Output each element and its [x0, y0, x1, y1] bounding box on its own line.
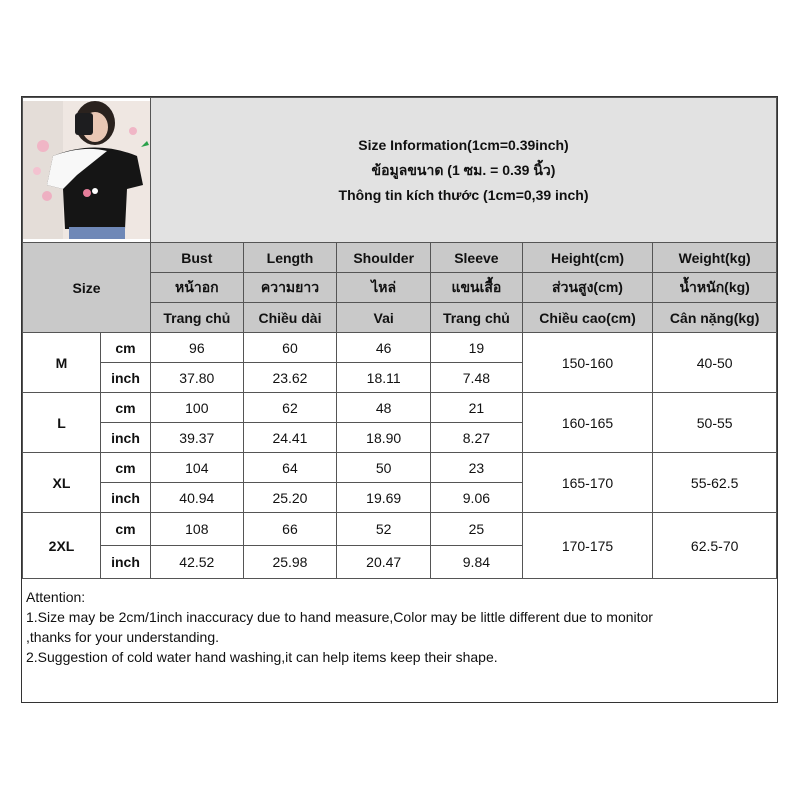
- shoulder-cm: 52: [337, 513, 431, 546]
- header-bust-vietnamese: Trang chủ: [151, 303, 244, 333]
- header-length-vietnamese: Chiều dài: [243, 303, 337, 333]
- unit-cm: cm: [101, 333, 151, 363]
- header-sleeve: Sleeve: [431, 243, 523, 273]
- header-shoulder-vietnamese: Vai: [337, 303, 431, 333]
- size-l: L: [23, 393, 101, 453]
- title-english: Size Information(1cm=0.39inch): [358, 136, 569, 153]
- table-row: [23, 453, 777, 483]
- bust-inch: 42.52: [151, 546, 244, 579]
- title-thai: ข้อมูลขนาด (1 ซม. = 0.39 นิ้ว): [371, 161, 556, 178]
- bust-cm: 96: [151, 333, 244, 363]
- bust-cm: 104: [151, 453, 244, 483]
- weight-range: 62.5-70: [653, 513, 777, 579]
- header-bust-thai: หน้าอก: [151, 273, 244, 303]
- model-photo-icon: [23, 101, 150, 239]
- title-vietnamese: Thông tin kích thước (1cm=0,39 inch): [338, 186, 589, 203]
- weight-range: 50-55: [653, 393, 777, 453]
- length-inch: 23.62: [243, 363, 337, 393]
- height-range: 150-160: [522, 333, 653, 393]
- unit-cm: cm: [101, 393, 151, 423]
- unit-cm: cm: [101, 453, 151, 483]
- sleeve-cm: 21: [431, 393, 523, 423]
- bust-cm: 100: [151, 393, 244, 423]
- size-2xl: 2XL: [23, 513, 101, 579]
- size-information-title: [151, 98, 777, 243]
- length-cm: 60: [243, 333, 337, 363]
- sleeve-cm: 19: [431, 333, 523, 363]
- height-range: 170-175: [522, 513, 653, 579]
- table-row: [23, 513, 777, 546]
- weight-range: 55-62.5: [653, 453, 777, 513]
- header-shoulder: Shoulder: [337, 243, 431, 273]
- table-row: [23, 333, 777, 363]
- unit-inch: inch: [101, 363, 151, 393]
- shoulder-inch: 19.69: [337, 483, 431, 513]
- product-photo-cell: [23, 98, 151, 243]
- header-bust: Bust: [151, 243, 244, 273]
- header-sleeve-thai: แขนเสื้อ: [431, 273, 523, 303]
- shoulder-cm: 50: [337, 453, 431, 483]
- header-sleeve-vietnamese: Trang chủ: [431, 303, 523, 333]
- shoulder-inch: 18.11: [337, 363, 431, 393]
- weight-range: 40-50: [653, 333, 777, 393]
- header-height-vietnamese: Chiều cao(cm): [522, 303, 653, 333]
- size-table: [22, 97, 777, 579]
- shoulder-inch: 18.90: [337, 423, 431, 453]
- unit-inch: inch: [101, 423, 151, 453]
- length-inch: 25.98: [243, 546, 337, 579]
- attention-note-2: 2.Suggestion of cold water hand washing,it can help items keep their shape.: [26, 649, 498, 665]
- header-weight: Weight(kg): [653, 243, 777, 273]
- bust-inch: 37.80: [151, 363, 244, 393]
- header-shoulder-thai: ไหล่: [337, 273, 431, 303]
- length-inch: 25.20: [243, 483, 337, 513]
- header-height-thai: ส่วนสูง(cm): [522, 273, 653, 303]
- sleeve-inch: 9.06: [431, 483, 523, 513]
- shoulder-cm: 46: [337, 333, 431, 363]
- size-chart: [21, 96, 778, 703]
- length-cm: 66: [243, 513, 337, 546]
- sleeve-cm: 23: [431, 453, 523, 483]
- size-header: Size: [23, 243, 151, 333]
- length-cm: 62: [243, 393, 337, 423]
- sleeve-cm: 25: [431, 513, 523, 546]
- attention-note-1-continued: ,thanks for your understanding.: [26, 629, 220, 645]
- sleeve-inch: 9.84: [431, 546, 523, 579]
- bust-cm: 108: [151, 513, 244, 546]
- attention-note-1: 1.Size may be 2cm/1inch inaccuracy due to hand measure,Color may be little different due to monitor: [26, 609, 653, 625]
- header-length: Length: [243, 243, 337, 273]
- sleeve-inch: 8.27: [431, 423, 523, 453]
- bust-inch: 40.94: [151, 483, 244, 513]
- header-length-thai: ความยาว: [243, 273, 337, 303]
- shoulder-cm: 48: [337, 393, 431, 423]
- bust-inch: 39.37: [151, 423, 244, 453]
- height-range: 160-165: [522, 393, 653, 453]
- height-range: 165-170: [522, 453, 653, 513]
- header-weight-vietnamese: Cân nặng(kg): [653, 303, 777, 333]
- shoulder-inch: 20.47: [337, 546, 431, 579]
- size-m: M: [23, 333, 101, 393]
- length-cm: 64: [243, 453, 337, 483]
- header-weight-thai: น้ำหนัก(kg): [653, 273, 777, 303]
- unit-inch: inch: [101, 546, 151, 579]
- unit-cm: cm: [101, 513, 151, 546]
- length-inch: 24.41: [243, 423, 337, 453]
- attention-notes: [26, 587, 771, 667]
- header-height: Height(cm): [522, 243, 653, 273]
- sleeve-inch: 7.48: [431, 363, 523, 393]
- unit-inch: inch: [101, 483, 151, 513]
- attention-heading: Attention:: [26, 589, 86, 605]
- table-row: [23, 393, 777, 423]
- size-xl: XL: [23, 453, 101, 513]
